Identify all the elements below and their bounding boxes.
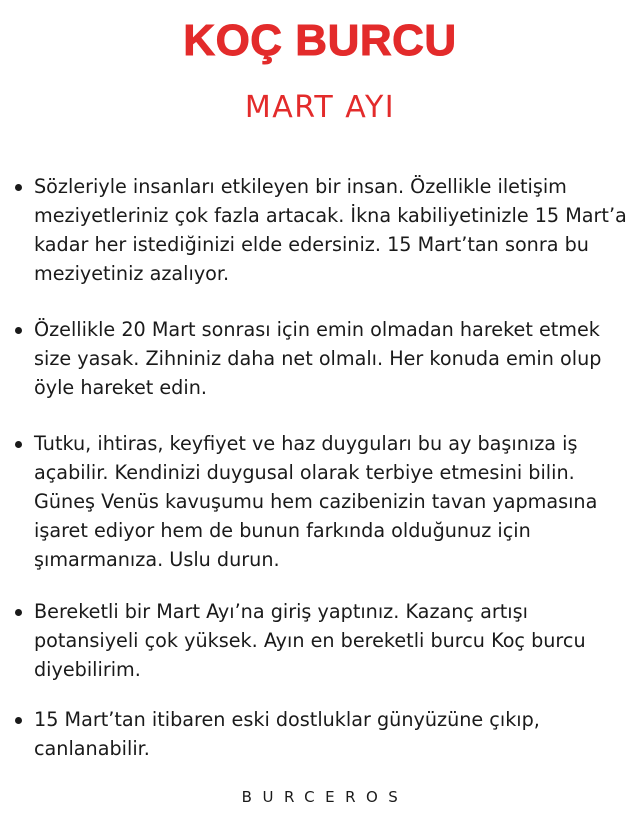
bullet-icon	[15, 609, 22, 616]
list-item-text: 15 Mart’tan itibaren eski dostluklar günyüzüne çıkıp, canlanabilir.	[34, 708, 540, 760]
bullet-icon	[15, 327, 22, 334]
list-item-text: Sözleriyle insanları etkileyen bir insan. Özellikle iletişim meziyetleriniz çok fazla artacak. İkna kabiliyetinizle 15 Mart’a kadar her istediğinizi elde edersiniz. 15 Mart’tan sonra bu meziyetiniz azalıyor.	[34, 175, 627, 285]
list-item-text: Tutku, ihtiras, keyfiyet ve haz duyguları bu ay başınıza iş açabilir. Kendinizi duygusal olarak terbiye etmesini bilin. Güneş Venüs kavuşumu hem cazibenizin tavan yapmasına işaret ediyor hem de bunun farkında olduğunuz için şımarmanıza. Uslu durun.	[34, 432, 598, 571]
list-item	[14, 172, 628, 288]
page-title: KOÇ BURCU	[183, 16, 457, 65]
list-item-text: Özellikle 20 Mart sonrası için emin olmadan hareket etmek size yasak. Zihniniz daha net olmalı. Her konuda emin olup öyle hareket edin.	[34, 318, 602, 399]
brand-footer: BURCEROS	[241, 788, 409, 806]
horoscope-list	[14, 172, 628, 763]
list-item	[14, 705, 628, 763]
list-item	[14, 429, 628, 574]
bullet-icon	[15, 184, 22, 191]
list-item-text: Bereketli bir Mart Ayı’na giriş yaptınız. Kazanç artışı potansiyeli çok yüksek. Ayın en bereketli burcu Koç burcu diyebilirim.	[34, 600, 586, 681]
list-item	[14, 597, 628, 684]
page-subtitle: MART AYI	[244, 90, 396, 125]
bullet-icon	[15, 441, 22, 448]
list-item	[14, 315, 628, 402]
bullet-icon	[15, 717, 22, 724]
